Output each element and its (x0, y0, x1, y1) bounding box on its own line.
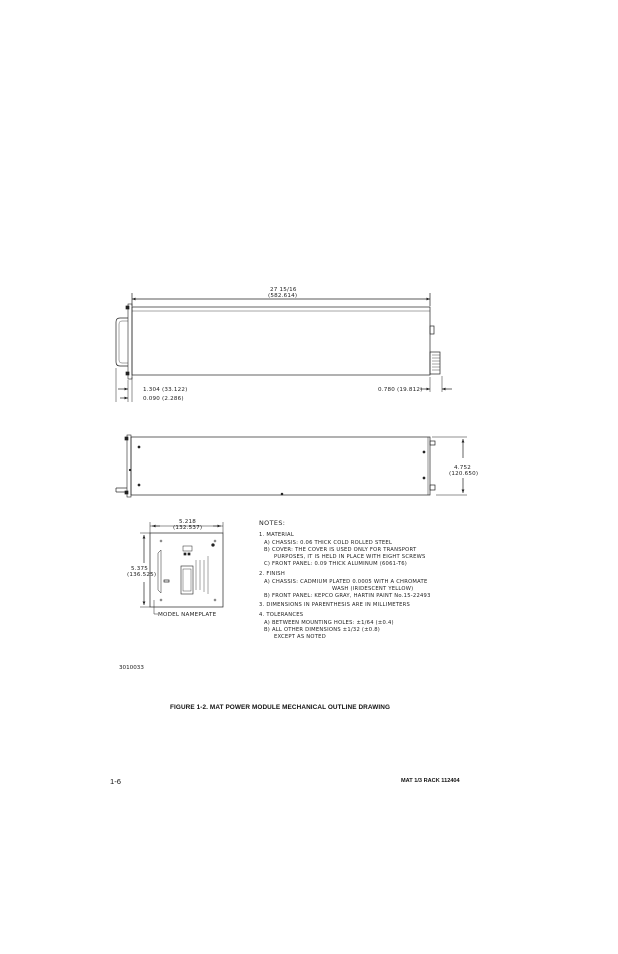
note-line: B) ALL OTHER DIMENSIONS ±1/32 (±0.8) (264, 627, 381, 633)
note-line: C) FRONT PANEL: 0.09 THICK ALUMINUM (6061-T6) (264, 561, 408, 567)
model-nameplate-label: MODEL NAMEPLATE (158, 612, 217, 618)
handle-offset-dimension: 1.304 (33.122) (143, 387, 188, 393)
drawing-notes (259, 519, 431, 640)
note-line: A) CHASSIS: CADMIUM PLATED 0.0005 WITH A CHROMATE (264, 579, 428, 585)
front-view (140, 522, 223, 614)
note-line: 4. TOLERANCES (259, 612, 304, 618)
page-number: 1-6 (110, 777, 121, 786)
note-line: B) COVER: THE COVER IS USED ONLY FOR TRANSPORT (264, 547, 417, 553)
note-line: EXCEPT AS NOTED (274, 634, 326, 640)
note-line: 3. DIMENSIONS IN PARENTHESIS ARE IN MILLIMETERS (259, 602, 411, 608)
front-height-dimension: 5.375 (131, 566, 149, 572)
figure-caption: FIGURE 1-2. MAT POWER MODULE MECHANICAL OUTLINE DRAWING (170, 704, 391, 711)
document-id: MAT 1/3 RACK 112404 (401, 778, 460, 784)
front-height-mm: (136.525) (127, 572, 157, 578)
overall-length-dimension: 27 15/16 (270, 287, 297, 293)
side-height-mm: (120.650) (449, 471, 479, 477)
panel-thickness-dimension: 0.090 (2.286) (143, 396, 184, 402)
note-line: 1. MATERIAL (259, 532, 294, 538)
side-view (116, 435, 467, 497)
drawing-number: 3010033 (119, 665, 144, 671)
notes-heading: NOTES: (259, 519, 286, 527)
note-line: WASH (IRIDESCENT YELLOW) (332, 586, 414, 592)
note-line: 2. FINISH (259, 571, 285, 577)
overall-length-mm: (582.614) (268, 293, 298, 299)
rear-offset-dimension: 0.780 (19.812) (378, 387, 423, 393)
note-line: PURPOSES, IT IS HELD IN PLACE WITH EIGHT SCREWS (274, 554, 426, 560)
note-line: B) FRONT PANEL: KEPCO GRAY, HARTIN PAINT No.15-22493 (264, 593, 431, 599)
top-view (116, 293, 452, 402)
front-width-dimension: 5.218 (179, 519, 197, 525)
front-width-mm: (132.537) (173, 525, 203, 531)
note-line: A) BETWEEN MOUNTING HOLES: ±1/64 (±0.4) (264, 620, 394, 626)
side-height-dimension: 4.752 (454, 465, 472, 471)
note-line: A) CHASSIS: 0.06 THICK COLD ROLLED STEEL (264, 540, 393, 546)
